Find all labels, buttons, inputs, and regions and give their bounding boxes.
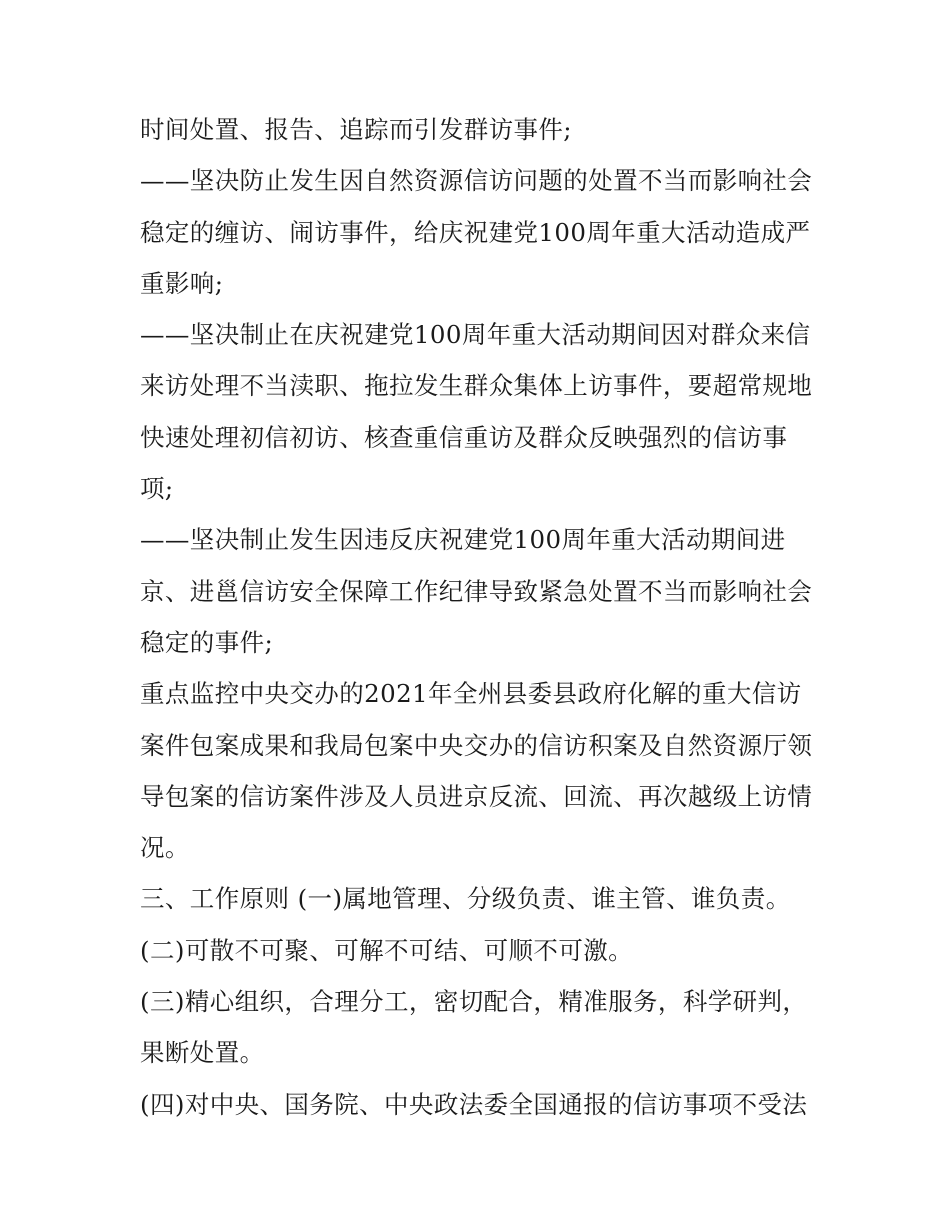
- text-line: 况。: [140, 833, 190, 863]
- text-line: 案件包案成果和我局包案中央交办的信访积案及自然资源厅领: [140, 730, 813, 760]
- text-line: (三)精心组织，合理分工，密切配合，精准服务，科学研判，: [140, 987, 808, 1017]
- text-line: 稳定的缠访、闹访事件，给庆祝建党100周年重大活动造成严: [140, 217, 811, 247]
- text-line: 来访处理不当渎职、拖拉发生群众集体上访事件，要超常规地: [140, 371, 813, 401]
- text-line: 重点监控中央交办的2021年全州县委县政府化解的重大信访: [140, 679, 802, 709]
- text-line: 三、工作原则 (一)属地管理、分级负责、谁主管、谁负责。: [140, 884, 791, 914]
- text-line: ——坚决制止发生因违反庆祝建党100周年重大活动期间进: [140, 525, 786, 555]
- text-line: (二)可散不可聚、可解不可结、可顺不可激。: [140, 935, 634, 965]
- text-line: (四)对中央、国务院、中央政法委全国通报的信访事项不受法: [140, 1089, 808, 1119]
- text-line: 果断处置。: [140, 1038, 265, 1068]
- text-line: 稳定的事件;: [140, 627, 274, 657]
- text-line: 时间处置、报告、追踪而引发群访事件;: [140, 115, 572, 144]
- document-body: [140, 104, 820, 1130]
- text-line: 快速处理初信初访、核查重信重访及群众反映强烈的信访事: [140, 422, 788, 452]
- text-line: 京、进邕信访安全保障工作纪律导致紧急处置不当而影响社会: [140, 576, 813, 606]
- text-line: 项;: [140, 474, 174, 504]
- text-line: ——坚决防止发生因自然资源信访问题的处置不当而影响社会: [140, 166, 813, 196]
- text-line: 重影响;: [140, 268, 224, 298]
- text-line: 导包案的信访案件涉及人员进京反流、回流、再次越级上访情: [140, 781, 813, 811]
- text-line: ——坚决制止在庆祝建党100周年重大活动期间因对群众来信: [140, 320, 811, 350]
